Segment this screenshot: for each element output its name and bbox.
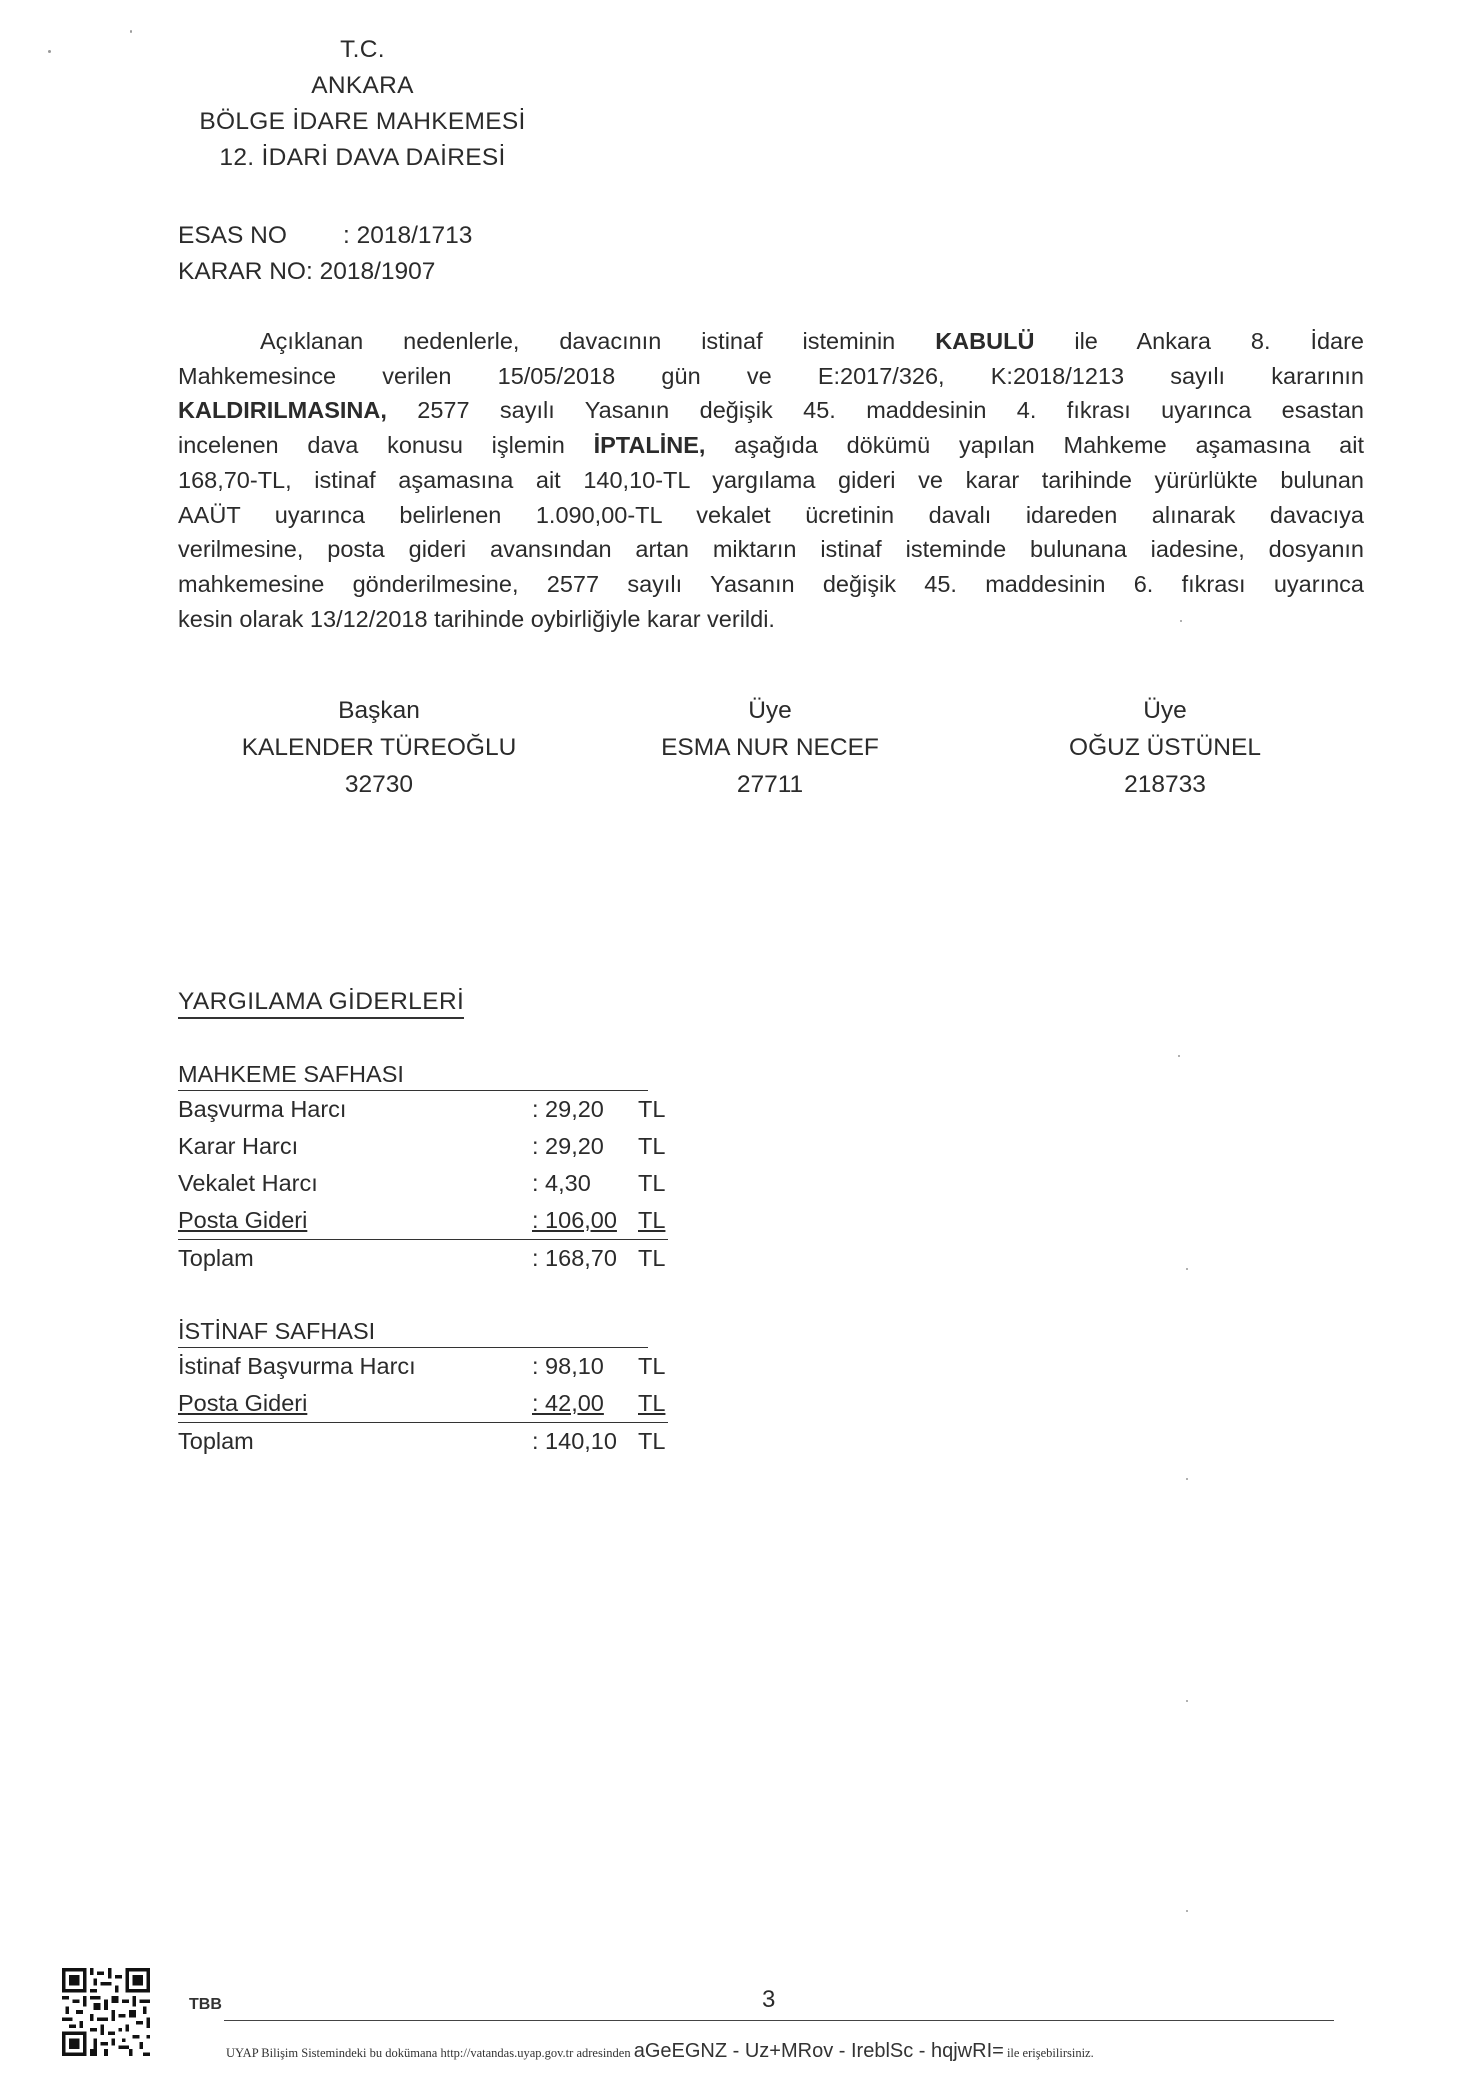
footer-verification-text	[226, 2040, 1341, 2063]
scan-speck	[1186, 1268, 1188, 1270]
esas-row	[178, 218, 472, 254]
signatory-name: KALENDER TÜREOĞLU	[241, 734, 517, 761]
cost-currency: TL	[638, 1428, 666, 1454]
cost-currency: TL	[638, 1133, 666, 1159]
cost-total-row	[178, 1239, 668, 1277]
footer-text-prefix: UYAP Bilişim Sistemindeki bu dokümana http://vatandas.uyap.gov.tr adresinden	[226, 2046, 634, 2060]
page-number: 3	[762, 1986, 776, 2013]
signatory-role: Üye	[1143, 697, 1187, 724]
costs-title: YARGILAMA GİDERLERİ	[178, 988, 464, 1019]
scan-speck	[1180, 620, 1182, 622]
signatory-president	[214, 692, 544, 803]
signatory-member-1	[605, 692, 935, 803]
qr-code-icon	[62, 1968, 150, 2056]
court-header	[175, 32, 550, 176]
cost-total-label: Toplam	[178, 1428, 254, 1454]
karar-label: KARAR NO	[178, 258, 306, 285]
case-numbers	[178, 218, 472, 290]
cost-row	[178, 1385, 668, 1422]
decision-line: AAÜT uyarınca belirlenen 1.090,00-TL vekalet ücretinin davalı idareden alınarak davacıya	[178, 501, 1364, 528]
decision-line: 168,70-TL, istinaf aşamasına ait 140,10-TL yargılama gideri ve karar tarihinde yürürlükte bulunan	[178, 466, 1364, 493]
decision-line: Mahkemesince verilen 15/05/2018 gün ve E:2017/326, K:2018/1213 sayılı kararının	[178, 362, 1364, 389]
signatory-role: Başkan	[338, 697, 420, 724]
cost-value: : 98,10	[532, 1353, 604, 1379]
cost-total-value: : 168,70	[532, 1245, 617, 1271]
cost-currency: TL	[638, 1096, 666, 1122]
cost-total-label: Toplam	[178, 1245, 254, 1271]
karar-row	[178, 254, 472, 290]
mahkeme-heading: MAHKEME SAFHASI	[178, 1058, 648, 1091]
signatory-name: ESMA NUR NECEF	[661, 734, 879, 761]
cost-total-value: : 140,10	[532, 1428, 617, 1454]
istinaf-heading: İSTİNAF SAFHASI	[178, 1315, 648, 1348]
decision-line: verilmesine, posta gideri avansından artan miktarın istinaf isteminde bulunana iadesine, dosyanın	[178, 536, 1364, 563]
mahkeme-safhasi-table	[178, 1058, 668, 1277]
signatory-member-2	[1000, 692, 1330, 803]
cost-value: : 4,30	[532, 1170, 591, 1196]
esas-label: ESAS NO	[178, 222, 287, 249]
decision-line: mahkemesine gönderilmesine, 2577 sayılı Yasanın değişik 45. maddesinin 6. fıkrası uyarınca	[178, 570, 1364, 597]
cost-total-row	[178, 1422, 668, 1460]
footer-text-suffix: ile erişebilirsiniz.	[1003, 2046, 1094, 2060]
signatory-number: 27711	[736, 771, 804, 798]
header-line-tc: T.C.	[340, 36, 385, 63]
cost-value: : 29,20	[532, 1133, 604, 1159]
decision-line: KALDIRILMASINA, 2577 sayılı Yasanın değişik 45. maddesinin 4. fıkrası uyarınca esastan	[178, 397, 1364, 424]
cost-label: Başvurma Harcı	[178, 1096, 347, 1122]
signatory-number: 32730	[344, 771, 414, 798]
header-line-city: ANKARA	[311, 72, 414, 99]
cost-label: Posta Gideri	[178, 1390, 308, 1416]
cost-currency: TL	[638, 1245, 666, 1271]
scan-speck	[1186, 1700, 1188, 1702]
cost-currency: TL	[638, 1390, 666, 1416]
signatory-number: 218733	[1124, 771, 1206, 798]
cost-currency: TL	[638, 1353, 666, 1379]
cost-row	[178, 1202, 668, 1239]
cost-row	[178, 1348, 668, 1385]
cost-value: : 106,00	[532, 1207, 617, 1233]
cost-value: : 42,00	[532, 1390, 604, 1416]
cost-currency: TL	[638, 1170, 666, 1196]
footer-divider	[224, 2020, 1334, 2021]
header-line-chamber: 12. İDARİ DAVA DAİRESİ	[219, 144, 506, 171]
cost-label: Vekalet Harcı	[178, 1170, 318, 1196]
scan-speck	[1186, 1478, 1188, 1480]
scan-speck	[48, 50, 51, 53]
cost-label: Karar Harcı	[178, 1133, 299, 1159]
istinaf-safhasi-table	[178, 1315, 668, 1460]
esas-value: : 2018/1713	[343, 222, 473, 249]
cost-row	[178, 1165, 668, 1202]
signatory-name: OĞUZ ÜSTÜNEL	[1069, 734, 1261, 761]
decision-line: kesin olarak 13/12/2018 tarihinde oybirliğiyle karar verildi.	[178, 605, 775, 632]
scan-speck	[130, 30, 132, 33]
signatory-role: Üye	[748, 697, 792, 724]
scan-speck	[1186, 1910, 1188, 1912]
cost-currency: TL	[638, 1207, 666, 1233]
cost-row	[178, 1128, 668, 1165]
cost-value: : 29,20	[532, 1096, 604, 1122]
tbb-label: TBB	[189, 1996, 222, 2013]
karar-value: : 2018/1907	[305, 258, 436, 285]
scan-speck	[1178, 1055, 1180, 1057]
decision-line: Açıklanan nedenlerle, davacının istinaf isteminin KABULÜ ile Ankara 8. İdare	[260, 328, 1365, 354]
cost-row	[178, 1091, 668, 1128]
cost-label: İstinaf Başvurma Harcı	[178, 1353, 416, 1379]
footer-access-code: aGeEGNZ - Uz+MRov - IreblSc - hqjwRI=	[633, 2040, 1004, 2062]
header-line-court: BÖLGE İDARE MAHKEMESİ	[199, 108, 526, 135]
decision-paragraph	[178, 324, 1364, 636]
cost-label: Posta Gideri	[178, 1207, 308, 1233]
decision-line: incelenen dava konusu işlemin İPTALİNE, aşağıda dökümü yapılan Mahkeme aşamasına ait	[178, 432, 1364, 459]
